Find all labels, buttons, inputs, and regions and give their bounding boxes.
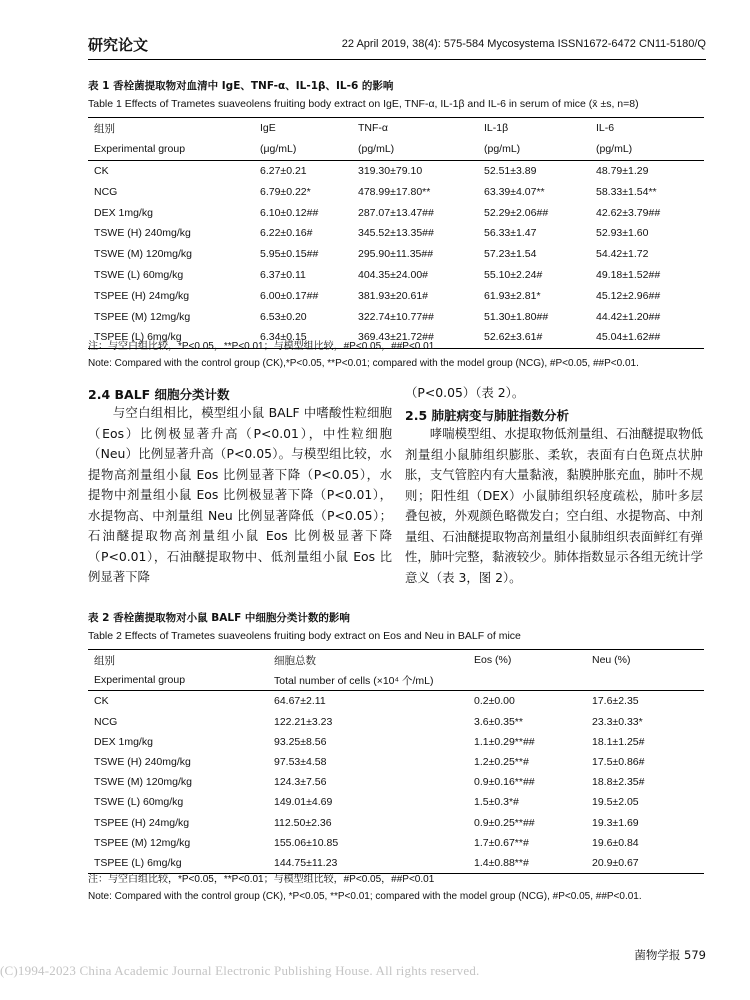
table-row-cell: TSPEE (L) 6mg/kg xyxy=(88,327,254,348)
table-row-cell: 18.8±2.35# xyxy=(592,776,645,789)
section-2-4-title: 2.4 BALF 细胞分类计数 xyxy=(88,387,230,402)
table-row-cell: TSWE (L) 60mg/kg xyxy=(94,268,184,281)
table-row-cell: 63.39±4.07** xyxy=(484,185,545,198)
table-row-cell: TSWE (H) 240mg/kg xyxy=(94,756,191,769)
table-row-cell: 19.6±0.84 xyxy=(592,836,639,849)
table-header-row xyxy=(88,650,704,671)
table-header-row-cell: TNF-α xyxy=(352,118,478,139)
table-row-cell: 58.33±1.54** xyxy=(596,185,657,198)
table-row-cell: DEX 1mg/kg xyxy=(94,735,153,748)
table-row-cell: 52.93±1.60 xyxy=(596,227,649,240)
table-row-cell: TSPEE (L) 6mg/kg xyxy=(88,853,268,874)
table-row xyxy=(88,752,704,772)
table-row-cell: 52.62±3.61# xyxy=(478,327,590,348)
table-row-cell: 6.00±0.17## xyxy=(260,289,319,302)
table-header-row-cell: (pg/mL) xyxy=(478,139,590,160)
table-header-row-cell: 组别 xyxy=(88,118,254,139)
table-header-row-cell: (pg/mL) xyxy=(590,139,704,160)
table-row xyxy=(88,285,704,306)
table-header-row-cell xyxy=(586,670,704,691)
table-row-cell: 42.62±3.79## xyxy=(596,206,661,219)
table2-note-zh: 注：与空白组比较，*P<0.05，**P<0.01；与模型组比较，#P<0.05，##P<0.01 xyxy=(88,874,435,885)
table-row-cell: 369.43±21.72## xyxy=(352,327,478,348)
table-header-row-cell: Total number of cells (×10⁴ 个/mL) xyxy=(268,670,468,691)
journal-section-label: 研究论文 xyxy=(88,36,149,54)
table-row xyxy=(88,244,704,265)
table-row xyxy=(88,306,704,327)
section-2-4-body: 与空白组相比，模型组小鼠 BALF 中嗜酸性粒细胞（Eos）比例极显著升高（P<0.01），中性粒细胞（Neu）比例显著升高（P<0.05）。与模型组比较，水提物高剂量组小鼠 Eos 比例显著下降（P<0.05），水提物中剂量组小鼠 Eos 比例极显著下降（P<0.01），水提物高、中剂量组 Neu 比例显著降低（P<0.05）；石油醚提取物高剂量组小鼠 Eos 比例极显著下降（P<0.01），石油醚提取物中、低剂量组小鼠 Eos 比例显著下降 xyxy=(88,405,392,584)
copyright-watermark: (C)1994-2023 China Academic Journal Electronic Publishing House. All rights reserved. xyxy=(0,963,480,978)
table-row-cell: TSPEE (H) 24mg/kg xyxy=(94,816,190,829)
table-header-row-cell: Experimental group xyxy=(88,139,254,160)
table-row-cell: 1.7±0.67**# xyxy=(474,836,529,849)
table-row-cell: 44.42±1.20## xyxy=(596,310,661,323)
table-row-cell: 61.93±2.81* xyxy=(484,289,541,302)
table-row-cell: 322.74±10.77## xyxy=(358,310,434,323)
table-row-cell: 404.35±24.00# xyxy=(358,268,428,281)
table-row-cell: 295.90±11.35## xyxy=(358,248,434,261)
table-row-cell: 0.2±0.00 xyxy=(474,695,515,708)
table-row xyxy=(88,712,704,732)
table-row xyxy=(88,732,704,752)
table-row-cell: 112.50±2.36 xyxy=(274,816,332,829)
table-row-cell: CK xyxy=(94,695,109,708)
table-row-cell: 20.9±0.67 xyxy=(586,853,704,874)
table-header-row-cell: IL-6 xyxy=(590,118,704,139)
table-row-cell: 1.4±0.88**# xyxy=(468,853,586,874)
table-row-cell: 345.52±13.35## xyxy=(358,227,434,240)
table-row-cell: 1.1±0.29**## xyxy=(474,735,535,748)
table-header-row-cell: (μg/mL) xyxy=(254,139,352,160)
table-row-cell: 52.29±2.06## xyxy=(484,206,549,219)
table2-caption-en: Table 2 Effects of Trametes suaveolens fruiting body extract on Eos and Neu in BALF of mice xyxy=(88,630,521,642)
table-row-cell: TSPEE (H) 24mg/kg xyxy=(94,289,190,302)
table1-note-en: Note: Compared with the control group (CK),*P<0.05, **P<0.01; compared with the model group (NCG), #P<0.05, ##P<0.01. xyxy=(88,358,639,369)
table-row-cell: 1.2±0.25**# xyxy=(474,756,529,769)
table2-caption-zh: 表 2 香栓菌提取物对小鼠 BALF 中细胞分类计数的影响 xyxy=(88,612,350,624)
table-header-row-cell: Experimental group xyxy=(88,670,268,691)
table-row-cell: 49.18±1.52## xyxy=(596,268,661,281)
table-row-cell: 6.22±0.16# xyxy=(260,227,313,240)
table-row-cell: 55.10±2.24# xyxy=(484,268,543,281)
table-row-cell: 5.95±0.15## xyxy=(260,248,319,261)
table-row-cell: 6.53±0.20 xyxy=(260,310,307,323)
table-row-cell: 0.9±0.16**## xyxy=(474,776,535,789)
table-row-cell: 64.67±2.11 xyxy=(274,695,326,708)
table-row-cell: 124.3±7.56 xyxy=(274,776,327,789)
table-row xyxy=(88,691,704,712)
table-header-row-cell: 细胞总数 xyxy=(268,650,468,671)
section-2-5-body: 哮喘模型组、水提取物低剂量组、石油醚提取物低剂量组小鼠肺组织膨胀、柔软，表面有白色斑点状肿胀，支气管腔内有大量黏液，黏膜肿胀充血，肺叶不规则；阳性组（DEX）小鼠肺组织轻度疏松，肺叶多层叠包被，外观颜色略微发白；空白组、水提物高、中剂量组、石油醚提取物高剂量组小鼠肺组织表面鲜红有弹性，肺叶完整，黏液较少。肺体指数显示各组无统计学意义（表 3，图 2）。 xyxy=(405,426,703,585)
table-row-cell: TSPEE (M) 12mg/kg xyxy=(94,836,191,849)
table-row-cell: 122.21±3.23 xyxy=(274,715,333,728)
table-row-cell: 45.04±1.62## xyxy=(590,327,704,348)
table-row xyxy=(88,223,704,244)
table-row-cell: 54.42±1.72 xyxy=(596,248,649,261)
table-row xyxy=(88,772,704,792)
table-row-cell: 23.3±0.33* xyxy=(592,715,643,728)
table-row-cell: 17.5±0.86# xyxy=(592,756,645,769)
table-header-row-cell: IgE xyxy=(254,118,352,139)
table-row xyxy=(88,181,704,202)
table-row-cell: 478.99±17.80** xyxy=(358,185,431,198)
table-row-cell: 19.3±1.69 xyxy=(592,816,639,829)
table-row-cell: TSPEE (M) 12mg/kg xyxy=(94,310,191,323)
table-row-cell: 0.9±0.25**## xyxy=(474,816,535,829)
table-header-row-cell: Eos (%) xyxy=(468,650,586,671)
table-row-cell: 6.79±0.22* xyxy=(260,185,311,198)
table-row-cell: 381.93±20.61# xyxy=(358,289,428,302)
table-row-cell: 93.25±8.56 xyxy=(274,735,327,748)
table-row-cell: TSWE (M) 120mg/kg xyxy=(94,776,193,789)
table-row-cell: 6.27±0.21 xyxy=(260,164,307,177)
table-header-row xyxy=(88,118,704,139)
table-row xyxy=(88,792,704,812)
table-row-cell: 319.30±79.10 xyxy=(358,164,423,177)
table2 xyxy=(88,649,704,874)
table-header-row-cell: 组别 xyxy=(88,650,268,671)
table-row-cell: NCG xyxy=(94,715,118,728)
table-row-cell: 144.75±11.23 xyxy=(268,853,468,874)
table1-caption-en: Table 1 Effects of Trametes suaveolens fruiting body extract on IgE, TNF-α, IL-1β and IL-6 in serum of mice (x̄ ±s, n=8) xyxy=(88,98,639,110)
table-row xyxy=(88,202,704,223)
table1-note-zh: 注：与空白组比较，*P<0.05，**P<0.01；与模型组比较，#P<0.05，##P<0.01 xyxy=(88,341,435,352)
table-header-row-cell: (pg/mL) xyxy=(352,139,478,160)
table-row-cell: 6.10±0.12## xyxy=(260,206,319,219)
table-row-cell: 57.23±1.54 xyxy=(484,248,537,261)
table-row-cell: 287.07±13.47## xyxy=(358,206,434,219)
table1 xyxy=(88,117,704,349)
table-header-row-cell xyxy=(468,670,586,691)
table-row-cell: DEX 1mg/kg xyxy=(94,206,153,219)
table-row-cell: TSWE (L) 60mg/kg xyxy=(94,796,184,809)
table-row-cell: 18.1±1.25# xyxy=(592,735,645,748)
table-row-cell: 6.34±0.15 xyxy=(254,327,352,348)
table-row-cell: 48.79±1.29 xyxy=(596,164,649,177)
table-row-cell: TSWE (H) 240mg/kg xyxy=(94,227,191,240)
journal-citation: 22 April 2019, 38(4): 575-584 Mycosystema ISSN1672-6472 CN11-5180/Q xyxy=(341,38,706,50)
table-header-row xyxy=(88,670,704,691)
table-row-cell: 56.33±1.47 xyxy=(484,227,537,240)
table-header-row xyxy=(88,139,704,160)
table-row-cell: 1.5±0.3*# xyxy=(474,796,519,809)
table-row-cell: NCG xyxy=(94,185,118,198)
table-row-cell: 6.37±0.11 xyxy=(260,268,306,281)
table-row-cell: TSWE (M) 120mg/kg xyxy=(94,248,193,261)
table-header-row-cell: IL-1β xyxy=(478,118,590,139)
table-row-cell: 155.06±10.85 xyxy=(274,836,339,849)
table-row xyxy=(88,160,704,181)
table-row xyxy=(88,813,704,833)
journal-page-number: 菌物学报 579 xyxy=(634,948,706,962)
table-row-cell: 3.6±0.35** xyxy=(474,715,523,728)
section-2-5-title: 2.5 肺脏病变与肺脏指数分析 xyxy=(405,408,569,423)
table-row-cell: 51.30±1.80## xyxy=(484,310,549,323)
table-row xyxy=(88,833,704,853)
section-2-4-continuation: （P<0.05）（表 2）。 xyxy=(405,385,525,400)
table-row xyxy=(88,265,704,286)
table-row-cell: 52.51±3.89 xyxy=(484,164,537,177)
table1-caption-zh: 表 1 香栓菌提取物对血清中 IgE、TNF-α、IL-1β、IL-6 的影响 xyxy=(88,80,394,92)
table-row-cell: 17.6±2.35 xyxy=(592,695,639,708)
header-rule xyxy=(88,59,706,60)
table-header-row-cell: Neu (%) xyxy=(586,650,704,671)
table-row-cell: 149.01±4.69 xyxy=(274,796,333,809)
table-row-cell: CK xyxy=(94,164,109,177)
table-row-cell: 45.12±2.96## xyxy=(596,289,661,302)
table-row-cell: 97.53±4.58 xyxy=(274,756,327,769)
table-row-cell: 19.5±2.05 xyxy=(592,796,639,809)
table2-note-en: Note: Compared with the control group (CK), *P<0.05, **P<0.01; compared with the model group (NCG), #P<0.05, ##P<0.01. xyxy=(88,891,642,902)
